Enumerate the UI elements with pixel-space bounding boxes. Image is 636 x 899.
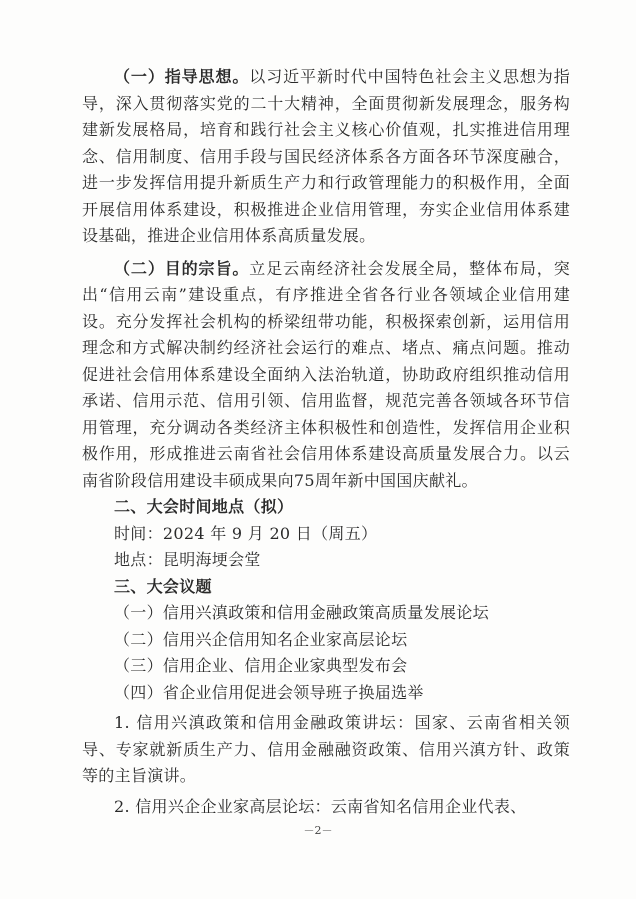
paragraph-lead-purpose: （二）目的宗旨。 xyxy=(114,258,250,278)
paragraph-guiding-thought xyxy=(82,64,570,250)
paragraph-body-purpose: 立足云南经济社会发展全局，整体布局，突出“信用云南”建设重点，有序推进全省各行业各领域企业信用建设。充分发挥社会机构的桥梁纽带功能，积极探索创新，运用信用理念和方式解决制约经济社会运行的难点、堵点、痛点问题。推动促进社会信用体系建设全面纳入法治轨道，协助政府组织推动信用承诺、信用示范、信用引领、信用监督，规范完善各领域各环节信用管理，充分调动各类经济主体积极性和创造性，发挥信用企业积极作用，形成推进云南省社会信用体系建设高质量发展合力。以云南省阶段信用建设丰硕成果向75周年新中国国庆献礼。 xyxy=(82,258,570,490)
agenda-item: （四）省企业信用促进会领导班子换届选举 xyxy=(114,682,424,702)
agenda-detail: 1. 信用兴滇政策和信用金融政策讲坛：国家、云南省相关领导、专家就新质生产力、信用金融融资政策、信用兴滇方针、政策等的主旨演讲。 xyxy=(82,713,570,785)
page-number: －2－ xyxy=(303,824,333,837)
meeting-place: 地点：昆明海埂会堂 xyxy=(114,550,261,569)
paragraph-body-guiding-thought: 以习近平新时代中国特色社会主义思想为指导，深入贯彻落实党的二十大精神，全面贯彻新发展理念，服务构建新发展格局，培育和践行社会主义核心价值观，扎实推进信用理念、信用制度、信用手段与国民经济体系各方面各环节深度融合，进一步发挥信用提升新质生产力和行政管理能力的积极作用，全面开展信用体系建设，积极推进企业信用管理，夯实企业信用体系建设基础，推进企业信用体系高质量发展。 xyxy=(82,67,570,245)
paragraph-lead-guiding-thought: （一）指导思想。 xyxy=(114,67,250,86)
paragraph-purpose xyxy=(82,256,570,495)
section-heading-time-place: 二、大会时间地点（拟） xyxy=(114,497,294,516)
agenda-item: （三）信用企业、信用企业家典型发布会 xyxy=(114,656,408,675)
agenda-item: （一）信用兴滇政策和信用金融政策高质量发展论坛 xyxy=(114,603,489,622)
document-body xyxy=(82,64,570,820)
section-heading-agenda: 三、大会议题 xyxy=(114,576,212,596)
agenda-item: （二）信用兴企信用知名企业家高层论坛 xyxy=(114,629,408,649)
meeting-time: 时间：2024 年 9 月 20 日（周五） xyxy=(114,523,378,543)
agenda-detail: 2. 信用兴企企业家高层论坛：云南省知名信用企业代表、 xyxy=(114,796,527,816)
